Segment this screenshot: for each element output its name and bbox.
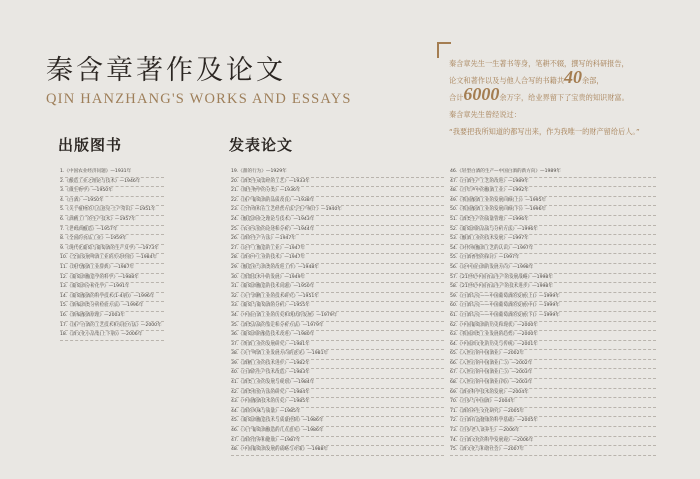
paper-item: 59.《白酒勾兑——中国葡萄酒的发展(上)》—1999年 (450, 293, 656, 303)
books-list (60, 168, 164, 341)
paper-item: 25.《农业实验的论述和分析》—1944年 (231, 226, 444, 236)
paper-item: 19.《甜的行为》—1929年 (231, 168, 444, 178)
paper-item: 39.《酒精工业的技术进步》—1982年 (231, 360, 444, 370)
papers-list-b (450, 168, 656, 456)
paper-item: 56.《论中国白酒的发展方向》—1998年 (450, 264, 656, 274)
book-item: 7.《老姆酒酿造》—1957年 (60, 226, 164, 236)
paper-item: 68.《入世后的中国酒业(四)》—2003年 (450, 379, 656, 389)
paper-item: 75.《酒文化与和谐社会》—2007年 (450, 446, 656, 456)
word-count: 6000 (463, 84, 500, 104)
paper-item: 32.《关于酒精工业的技术研究》—1951年 (231, 293, 444, 303)
paper-item: 61.《白酒勾兑——中国葡萄酒的发展(下)》—1999年 (450, 312, 656, 322)
paper-item: 63.《我国酒类工业发展的趋势》—2000年 (450, 331, 656, 341)
quote-line-5: “我要把我所知道的都写出来，作为我唯一的财产留给后人。” (449, 127, 640, 136)
paper-item: 44.《酒的风味与质量》—1985年 (231, 408, 444, 418)
book-item: 2.《酿造工业之理论与技术》—1946年 (60, 178, 164, 188)
paper-item: 26.《酒的生产方法》—1947年 (231, 235, 444, 245)
paper-item: 53.《酿酒工业的技术发展》—1997年 (450, 235, 656, 245)
paper-item: 54.《对传统酿酒工艺的认识》—1997年 (450, 245, 656, 255)
paper-item: 43.《中国酿酒技术的历史》—1985年 (231, 398, 444, 408)
paper-item: 62.《中国葡萄酒的历史和现状》—2000年 (450, 322, 656, 332)
book-item: 3.《微生物学》—1950年 (60, 187, 164, 197)
book-item: 12.《葡萄酒酿造学的科学》—1988年 (60, 274, 164, 284)
paper-item: 33.《葡萄与葡萄酒的分析》—1955年 (231, 302, 444, 312)
paper-item: 42.《酒类检验方法的研究》—1984年 (231, 389, 444, 399)
paper-item: 65.《入世后的中国酒业》—2002年 (450, 350, 656, 360)
paper-item: 31.《葡萄酒酿造的技术问题》—1950年 (231, 283, 444, 293)
paper-item: 46.《轻型白酒的生产—中国白酒的新方向》—1989年 (450, 168, 656, 178)
paper-item: 34.《中国白酒工业的历史和现状的发展》—1979年 (231, 312, 444, 322)
paper-item: 72.《白酒有益健康的科学基础》—2005年 (450, 417, 656, 427)
paper-item: 49.《我国酿酒工业的发展回顾(上)》—1995年 (450, 197, 656, 207)
paper-item: 36.《葡萄酒的酿造技术改进》—1980年 (231, 331, 444, 341)
book-item: 1.《中国农业经济问题》—1931年 (60, 168, 164, 178)
paper-item: 20.《酒类生成需经的工艺》—1933年 (231, 178, 444, 188)
paper-item: 57.《21世纪中国食品生产的发展战略》—1998年 (450, 274, 656, 284)
books-heading: 出版图书 (58, 136, 123, 154)
book-item: 15.《新编酒类分析检验方法》—1996年 (60, 302, 164, 312)
paper-item: 71.《酒的养生文化研究》—2005年 (450, 408, 656, 418)
paper-item: 50.《我国酿酒工业的发展回顾(下)》—1996年 (450, 206, 656, 216)
book-item: 4.《白酒》—1950年 (60, 197, 164, 207)
paper-item: 51.《酒类生产的质量管理》—1996年 (450, 216, 656, 226)
book-item: 14.《葡萄酿酒的科学技术(1-4册)》—1996年 (60, 293, 164, 303)
paper-item: 67.《入世后的中国酒业(三)》—2003年 (450, 369, 656, 379)
paper-item: 46.《关于葡萄酒酿造的几点意见》—1986年 (231, 427, 444, 437)
book-item: 6.《酒精工厂的生产技术》—1957年 (60, 216, 164, 226)
paper-item: 69.《酒业科学技术的发展》—2004年 (450, 389, 656, 399)
paper-item: 48.《中国葡萄酒发展的战略与对策》—1988年 (231, 446, 444, 456)
works-count: 40 (564, 67, 583, 87)
paper-item: 41.《酒类工业的发展与规划》—1984年 (231, 379, 444, 389)
paper-item: 64.《中国酒文化的历史与传统》—2001年 (450, 341, 656, 351)
quote-line-4: 秦含章先生曾经说过： (449, 110, 521, 119)
paper-item: 73.《百岁老人谈养生》—2006年 (450, 427, 656, 437)
book-item: 5.《关于植物的几点意见·土产常识》—1951年 (60, 206, 164, 216)
book-item: 17.《国产白酒的工艺技术和实验方法》—2000年 (60, 322, 164, 332)
paper-item: 30.《蒸馏技术中的发展》—1949年 (231, 274, 444, 284)
papers-list-a (231, 168, 444, 456)
book-item: 16.《新编酿酒原理》—2003年 (60, 312, 164, 322)
paper-item: 74.《白酒文化的科学发展观》—2006年 (450, 437, 656, 447)
quote-line-3-b: 余万字，给业界留下了宝贵的知识财富。 (499, 93, 629, 102)
book-item: 10.《全面发展啤酒工业的历史经验》—1984年 (60, 254, 164, 264)
book-item: 11.《现代酿酒工业辞典》—1987年 (60, 264, 164, 274)
paper-item: 58.《21世纪中国食品生产的技术进步》—1998年 (450, 283, 656, 293)
paper-item: 24.《酿造酒业之理论与技术》—1943年 (231, 216, 444, 226)
paper-item: 47.《酒的营养和健康》—1987年 (231, 437, 444, 447)
book-item: 8.《全国的食品工业》—1959年 (60, 235, 164, 245)
paper-item: 55.《白酒香型的探讨》—1997年 (450, 254, 656, 264)
quote-text (449, 55, 679, 140)
paper-item: 70.《百岁与中国酒》—2004年 (450, 398, 656, 408)
paper-item: 28.《酒业中工业的技术》—1947年 (231, 254, 444, 264)
page-subtitle-en: QIN HANZHANG'S WORKS AND ESSAYS (46, 91, 352, 107)
paper-item: 48.《百年声中的酿酒工业》—1992年 (450, 187, 656, 197)
book-item: 9.《现代化葡萄与葡萄酒的生产及学》—1973年 (60, 245, 164, 255)
paper-item: 27.《论手工酿造的工业》—1947年 (231, 245, 444, 255)
book-item: 18.《酒文化小品集(上下册)》—2006年 (60, 331, 164, 341)
quote-line-2-b: 余部， (582, 76, 604, 85)
paper-item: 52.《葡萄酒的品质与分析方法》—1996年 (450, 226, 656, 236)
paper-item: 38.《关于啤酒工业发展方向的意见》—1981年 (231, 350, 444, 360)
paper-item: 45.《葡萄酒酿造技术与质量控制》—1986年 (231, 417, 444, 427)
paper-item: 35.《酒类品质的鉴定和分析方法》—1979年 (231, 322, 444, 332)
paper-item: 37.《黄酒工业的发展研究》—1981年 (231, 341, 444, 351)
quote-line-3-a: 合计 (449, 93, 464, 102)
quote-block (437, 42, 669, 136)
book-item: 13.《葡萄酒分析化学》—1991年 (60, 283, 164, 293)
paper-item: 47.《白酒生产工艺的改进》—1989年 (450, 178, 656, 188)
paper-item: 22.《国产葡萄酒的品质改良》—1938年 (231, 197, 444, 207)
quote-line-3 (449, 84, 679, 106)
quote-line-2-a: 论文和著作以及与他人合写的书籍共 (449, 76, 565, 85)
paper-item: 29.《酿造业与酒类的改进工作》—1948年 (231, 264, 444, 274)
paper-item: 23.《合作组织在工艺经营方法与生产统计》—1940年 (231, 206, 444, 216)
page-title: 秦含章著作及论文 (46, 55, 286, 86)
papers-heading: 发表论文 (229, 136, 294, 154)
quote-line-1: 秦含章先生一生著书等身，笔耕不辍，撰写的科研报告， (449, 59, 629, 68)
paper-item: 66.《入世后的中国酒业(二)》—2002年 (450, 360, 656, 370)
paper-item: 21.《微生物学的分类》—1936年 (231, 187, 444, 197)
paper-item: 40.《白酒的生产技术改造》—1983年 (231, 369, 444, 379)
paper-item: 60.《白酒勾兑——中国葡萄酒的发展(中)》—1999年 (450, 302, 656, 312)
